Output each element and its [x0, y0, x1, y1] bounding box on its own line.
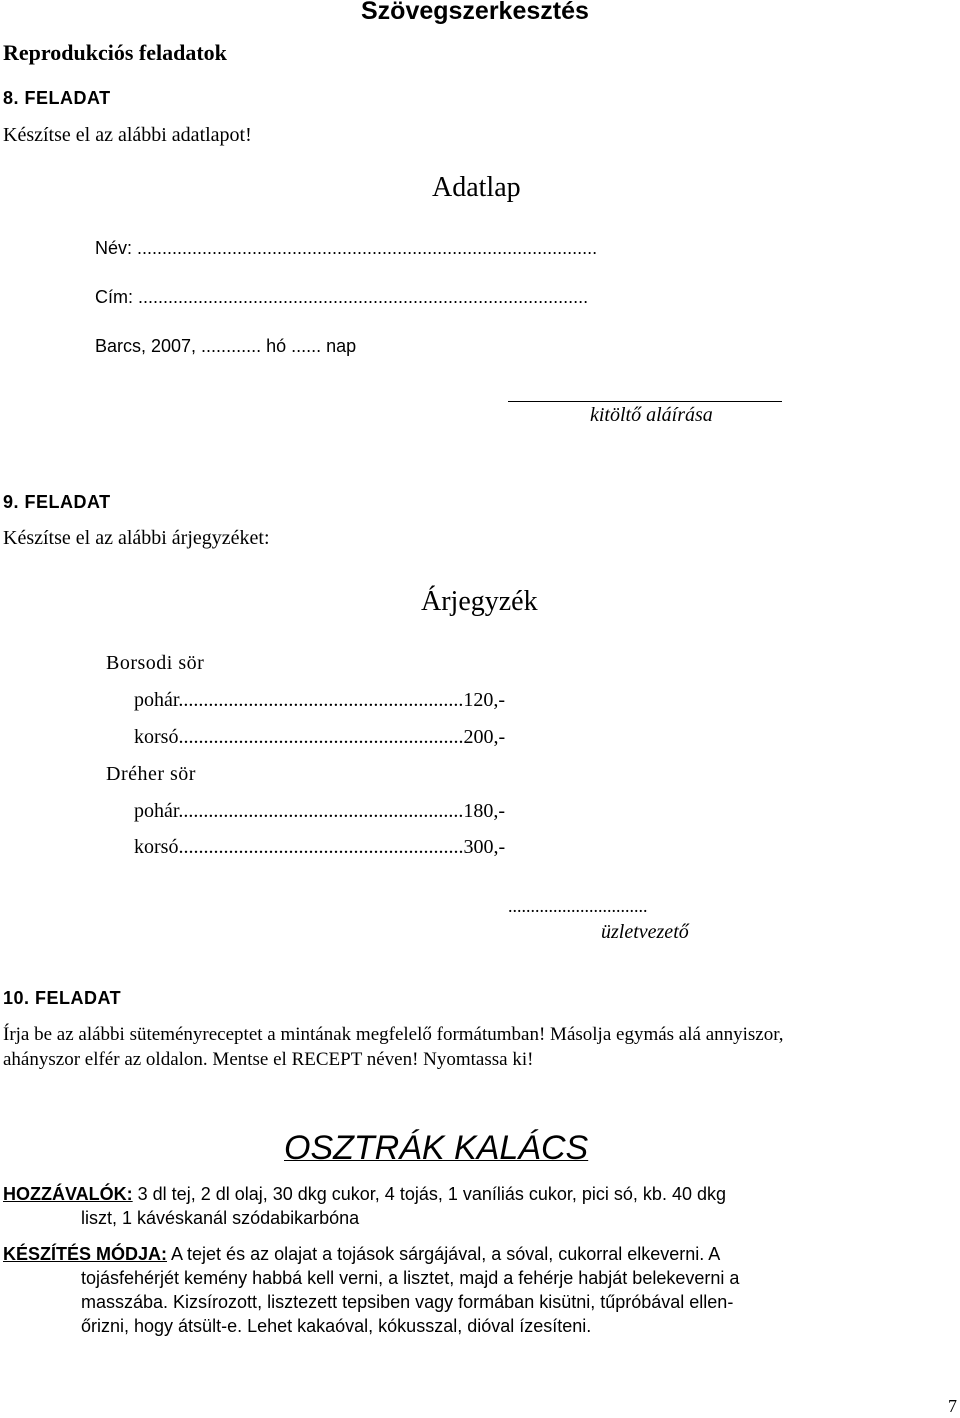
pricelist-item: pohár.........................................................120,- [134, 689, 506, 711]
method-label: KÉSZÍTÉS MÓDJA: [3, 1244, 168, 1264]
task10-title: 10. FELADAT [3, 988, 122, 1008]
ingredients-label: HOZZÁVALÓK: [3, 1184, 133, 1204]
page-number: 7 [948, 1396, 957, 1416]
name-field-line: Név: ............................................................................................ [95, 238, 598, 258]
ingredients-text: 3 dl tej, 2 dl olaj, 30 dkg cukor, 4 tojás, 1 vaníliás cukor, pici só, kb. 40 dkg [132, 1184, 726, 1204]
method-text: A tejet és az olajat a tojások sárgájával, a sóval, cukorral elkeverni. A [167, 1244, 721, 1264]
task10-instruction-line1: Írja be az alábbi süteményreceptet a mintának megfelelő formátumban! Másolja egymás alá annyiszor, [3, 1024, 784, 1045]
pricelist-item: korsó.........................................................300,- [134, 836, 506, 858]
page-header: Szövegszerkesztés [361, 0, 589, 25]
recipe-ingredients [3, 1182, 726, 1206]
task8-instruction: Készítse el az alábbi adatlapot! [3, 124, 252, 146]
task9-instruction: Készítse el az alábbi árjegyzéket: [3, 527, 270, 549]
manager-signature-dots: ............................... [508, 896, 648, 916]
section-label: Reprodukciós feladatok [3, 40, 227, 65]
pricelist-item: korsó.........................................................200,- [134, 726, 506, 748]
recipe-ingredients-cont: liszt, 1 kávéskanál szódabikarbóna [81, 1208, 360, 1228]
signature-line [508, 401, 782, 402]
recipe-title: OSZTRÁK KALÁCS [284, 1129, 589, 1167]
date-field-line: Barcs, 2007, ............ hó ...... nap [95, 336, 357, 356]
manager-signature-caption: üzletvezető [601, 921, 689, 943]
recipe-method [3, 1242, 720, 1266]
task10-instruction-line2: ahányszor elfér az oldalon. Mentse el RECEPT néven! Nyomtassa ki! [3, 1049, 534, 1070]
recipe-method-line: tojásfehérjét kemény habbá kell verni, a lisztet, majd a fehérje habját belekeverni a [81, 1268, 740, 1288]
recipe-method-line: masszába. Kizsírozott, lisztezett tepsiben vagy formában kisütni, tűpróbával ellen- [81, 1292, 734, 1312]
form-heading: Adatlap [432, 172, 521, 203]
pricelist-group-name: Borsodi sör [106, 652, 205, 674]
recipe-method-line: őrizni, hogy átsült-e. Lehet kakaóval, kókusszal, dióval ízesíteni. [81, 1316, 592, 1336]
signature-caption: kitöltő aláírása [590, 404, 713, 426]
pricelist-item: pohár.........................................................180,- [134, 800, 506, 822]
pricelist-group-name: Dréher sör [106, 763, 196, 785]
address-field-line: Cím: .......................................................................................... [95, 287, 589, 307]
task8-title: 8. FELADAT [3, 88, 111, 108]
task9-title: 9. FELADAT [3, 492, 111, 512]
pricelist-heading: Árjegyzék [421, 586, 538, 617]
